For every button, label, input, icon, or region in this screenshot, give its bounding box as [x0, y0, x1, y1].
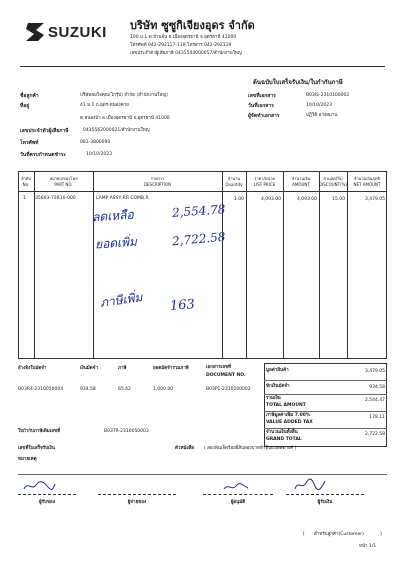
doc-number: B03IS-2310100002 [306, 93, 350, 98]
deposit-tax-header: ภาษี [118, 366, 127, 371]
company-name: บริษัท ซูซูกิเจียงอุดร จำกัด [130, 19, 255, 32]
company-phone: โทรศัพท์ 042-292117-118 โทรสาร 042-292119 [130, 43, 232, 48]
amount-in-words-label: ตัวหนังสือ [175, 446, 195, 451]
deposit-amount: 934.58 [80, 387, 96, 392]
grand-total-value: 2,722.58 [364, 432, 385, 437]
signature-cashier-label: ผู้รับเงิน [317, 500, 333, 505]
customer-phone-label: โทรศัพท์ [20, 140, 39, 146]
col-header-amount: จำนวนเงิน AMOUNT [291, 176, 311, 187]
row-list-price: 4,093.00 [260, 197, 281, 202]
vat-label-en: VALUE ADDED TAX [266, 420, 313, 425]
customer-name-label: ชื่อลูกค้า [20, 93, 39, 99]
handwritten-line2-label: ยอดเพิ่ม [94, 234, 138, 252]
document-title: ต้นฉบับใบเสร็จรับเงิน/ใบกำกับภาษี [253, 79, 343, 86]
orig-invoice-number: B03TR-2310050003 [104, 429, 149, 434]
customer-taxid: 0415562000021/สำนักงานใหญ่ [83, 128, 150, 133]
signature-approver-label: ผู้อนุมัติ [230, 500, 246, 505]
row-description: LAMP ASSY,RR COMB,R [96, 196, 149, 201]
brand-logo-text: SUZUKI [48, 24, 107, 41]
handwritten-line3-label: ภาษีเพิ่ม [99, 290, 144, 310]
row-part-no: 35603-73R10-000 [35, 196, 76, 201]
grand-total-label-th: จำนวนเงินทั้งสิ้น [266, 430, 298, 435]
row-amount: 4,093.00 [296, 197, 317, 202]
header-divider [20, 66, 385, 67]
col-header-quantity: จำนวน Quantity [225, 176, 243, 187]
doc-issuer-label: ผู้จัดทำเอกสาร [248, 113, 280, 119]
customer-address-line1: 41 ม.1 ถ.อุดร-หนองคาย [80, 103, 129, 108]
signature-payer-label: ผู้จ่ายของ [127, 500, 147, 505]
total-goods-value: 3,479.05 [364, 369, 385, 374]
row-discount: 15.00 [332, 197, 345, 202]
remark-label: หมายเหตุ [18, 457, 37, 462]
company-address: 100 ม.1 ต.บ้านจั่น อ.เมืองอุดรธานี จ.อุดรธานี 41000 [130, 35, 237, 40]
customer-address-label: ที่อยู่ [20, 103, 30, 109]
total-amount-value: 2,544.47 [364, 398, 385, 403]
signature-scribble-receiver [22, 479, 56, 493]
doc-date-label: วันที่เอกสาร [248, 103, 274, 109]
copy-label: สำหรับลูกค้า(Customer) [314, 532, 364, 537]
doc-date: 10/10/2023 [306, 103, 332, 108]
signature-scribble-approver [222, 481, 250, 493]
due-date: 10/10/2023 [86, 152, 112, 157]
col-header-part-no: หมายเลขอะไหล่ PART NO. [49, 176, 78, 187]
check-no-label: เลขที่ใบเสร็จรับเงิน [18, 446, 55, 451]
total-amount-label-en: TOTAL AMOUNT [266, 403, 306, 408]
handwritten-line2-value: 2,722.58 [171, 229, 226, 249]
page-number: หน้า 1/1 [359, 544, 377, 549]
deduct-deposit-value: 934.58 [369, 385, 385, 390]
handwritten-line3-value: 163 [169, 297, 196, 314]
deposit-doc-header-en: DOCUMENT NO. [206, 373, 246, 378]
deposit-tax: 65.42 [118, 387, 131, 392]
customer-phone: 081-3800090 [80, 140, 111, 145]
signature-receiver-label: ผู้รับของ [39, 500, 55, 505]
orig-invoice-label: ใบกำกับภาษีเดิมเลขที่ [18, 429, 61, 434]
total-goods-label: มูลค่าสินค้า [266, 368, 289, 373]
deposit-total: 1,000.00 [153, 387, 174, 392]
copy-bracket-close: ] [380, 532, 382, 537]
deposit-total-header: ยอดมัดจำรวมภาษี [153, 366, 189, 371]
signature-scribble-cashier [293, 477, 327, 493]
handwritten-line1-label: ลดเหลือ [91, 207, 135, 225]
company-logo [24, 21, 118, 43]
deduct-deposit-label: หักเงินมัดจำ [266, 384, 290, 389]
due-date-label: วันที่ครบกำหนดชำระ [20, 152, 67, 158]
amount-in-words: ( สองพันเจ็ดร้อยยี่สิบสองบาทห้าสิบแปดสตางค์ ) [204, 446, 297, 451]
doc-number-label: เลขที่เอกสาร [248, 93, 276, 99]
row-no: 1 [23, 196, 26, 201]
col-header-description: รายการ DESCRIPTION [143, 176, 172, 187]
items-header-divider [18, 191, 387, 192]
row-net-amount: 3,479.05 [364, 197, 385, 202]
col-header-list-price: ราคา/หน่วย LIST PRICE [253, 176, 276, 187]
vat-value: 178.11 [369, 415, 385, 420]
deposit-ref-header: อ้างอิงใบมัดจำ [18, 366, 47, 371]
suzuki-s-icon [24, 21, 48, 43]
row-qty: 1.00 [233, 197, 244, 202]
col-header-net-amount: จำนวนเงินสุทธิ NET AMOUNT [353, 176, 381, 187]
deposit-doc-no: B03P1-2310100002 [206, 387, 251, 392]
copy-bracket-open: [ [303, 532, 305, 537]
deposit-doc-header-th: เอกสารเลขที่ [206, 365, 231, 370]
deposit-ref: B03R4-2310050004 [18, 387, 64, 392]
grand-total-label-en: GRAND TOTAL [266, 437, 302, 442]
total-amount-label-th: รวมเงิน [266, 396, 281, 401]
customer-name: บริษัทสมใจคุณ(โกรุ๊ป) จำกัด (สำนักงานใหญ่) [80, 93, 168, 98]
doc-issuer: ปฏิวิติ อางสมาน [306, 113, 338, 118]
vat-label-th: ภาษีมูลค่าเพิ่ม 7.00% [266, 413, 311, 418]
customer-taxid-label: เลขประจำตัวผู้เสียภาษี [20, 128, 69, 134]
col-header-no: ลำดับ No. [21, 176, 31, 187]
col-header-discount: ส่วนลด(%) DISCOUNT(%) [319, 176, 348, 187]
company-tax-id: เลขประจำตัวผู้เสียภาษี 0435544000057/สำนักงานใหญ่ [130, 51, 242, 56]
handwritten-line1-value: 2,554.78 [171, 202, 226, 220]
customer-address-line2: ต.หนองบัว อ.เมืองอุดรธานี จ.อุดรธานี 41000 [80, 116, 170, 121]
deposit-amount-header: เงินมัดจำ [80, 366, 98, 371]
